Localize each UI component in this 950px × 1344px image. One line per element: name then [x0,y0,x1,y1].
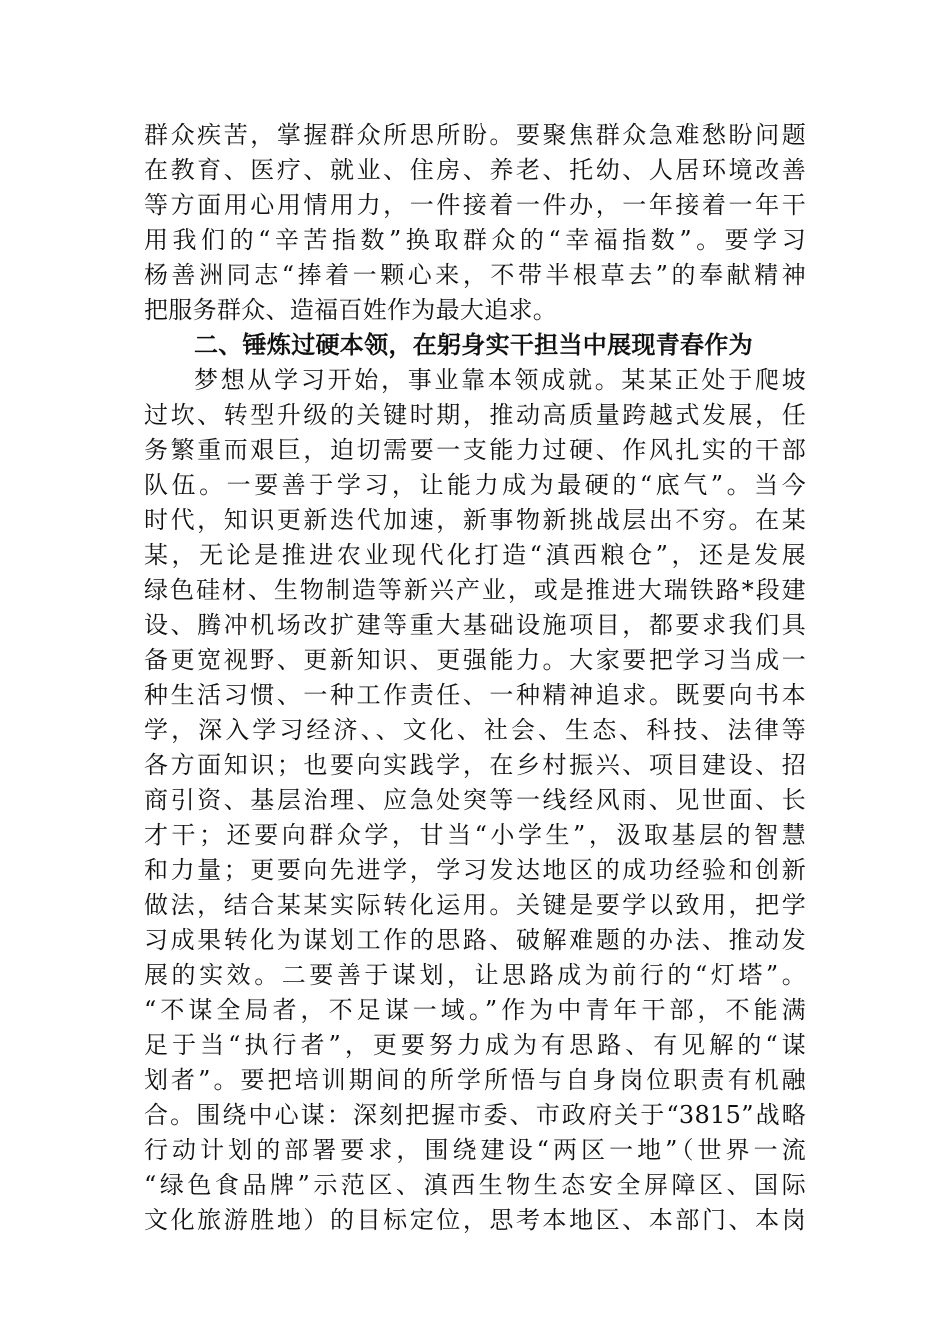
text-line: 种生活习惯、一种工作责任、一种精神追求。既要向书本 [144,681,806,709]
text-line: “绿色食品牌”示范区、滇西生物生态安全屏障区、国际 [144,1171,806,1199]
text-line: 才干；还要向群众学，甘当“小学生”，汲取基层的智慧 [144,821,806,849]
text-line: 时代，知识更新迭代加速，新事物新挑战层出不穷。在某 [144,506,806,534]
paragraph-1 [144,118,806,328]
text-line: 学，深入学习经济、、文化、社会、生态、科技、法律等 [144,716,806,744]
text-line: 梦想从学习开始，事业靠本领成就。某某正处于爬坡 [194,366,806,394]
text-line: 杨善洲同志“捧着一颗心来，不带半根草去”的奉献精神 [144,261,806,289]
text-line: 务繁重而艰巨，迫切需要一支能力过硬、作风扎实的干部 [144,436,806,464]
text-line: 各方面知识；也要向实践学，在乡村振兴、项目建设、招 [144,751,806,779]
text-line: 绿色硅材、生物制造等新兴产业，或是推进大瑞铁路*段建 [144,576,806,604]
text-line: 某，无论是推进农业现代化打造“滇西粮仓”，还是发展 [144,541,806,569]
text-line: 队伍。一要善于学习，让能力成为最硬的“底气”。当今 [144,471,806,499]
text-line: 习成果转化为谋划工作的思路、破解难题的办法、推动发 [144,926,806,954]
text-line: 等方面用心用情用力，一件接着一件办，一年接着一年干 [144,191,806,219]
paragraph-2 [144,363,806,1238]
text-line: 行动计划的部署要求，围绕建设“两区一地”（世界一流 [144,1136,806,1164]
section-heading: 二、锤炼过硬本领，在躬身实干担当中展现青春作为 [194,331,753,359]
text-line: 合。围绕中心谋：深刻把握市委、市政府关于“3815”战略 [144,1101,806,1129]
text-line: 把服务群众、造福百姓作为最大追求。 [144,296,558,324]
text-line: 用我们的“辛苦指数”换取群众的“幸福指数”。要学习 [144,226,806,254]
section-heading-block [144,328,806,363]
text-line: 过坎、转型升级的关键时期，推动高质量跨越式发展，任 [144,401,806,429]
text-line: 设、腾冲机场改扩建等重大基础设施项目，都要求我们具 [144,611,806,639]
text-line: 做法，结合某某实际转化运用。关键是要学以致用，把学 [144,891,806,919]
text-line: 和力量；更要向先进学，学习发达地区的成功经验和创新 [144,856,806,884]
text-line: 在教育、医疗、就业、住房、养老、托幼、人居环境改善 [144,156,806,184]
text-line: 划者”。要把培训期间的所学所悟与自身岗位职责有机融 [144,1066,806,1094]
text-line: 群众疾苦，掌握群众所思所盼。要聚焦群众急难愁盼问题 [144,121,806,149]
text-line: 备更宽视野、更新知识、更强能力。大家要把学习当成一 [144,646,806,674]
text-line: 展的实效。二要善于谋划，让思路成为前行的“灯塔”。 [144,961,806,989]
text-line: 商引资、基层治理、应急处突等一线经风雨、见世面、长 [144,786,806,814]
text-line: “不谋全局者，不足谋一域。”作为中青年干部，不能满 [144,996,806,1024]
text-line: 足于当“执行者”，更要努力成为有思路、有见解的“谋 [144,1031,806,1059]
text-line: 文化旅游胜地）的目标定位，思考本地区、本部门、本岗 [144,1206,806,1234]
